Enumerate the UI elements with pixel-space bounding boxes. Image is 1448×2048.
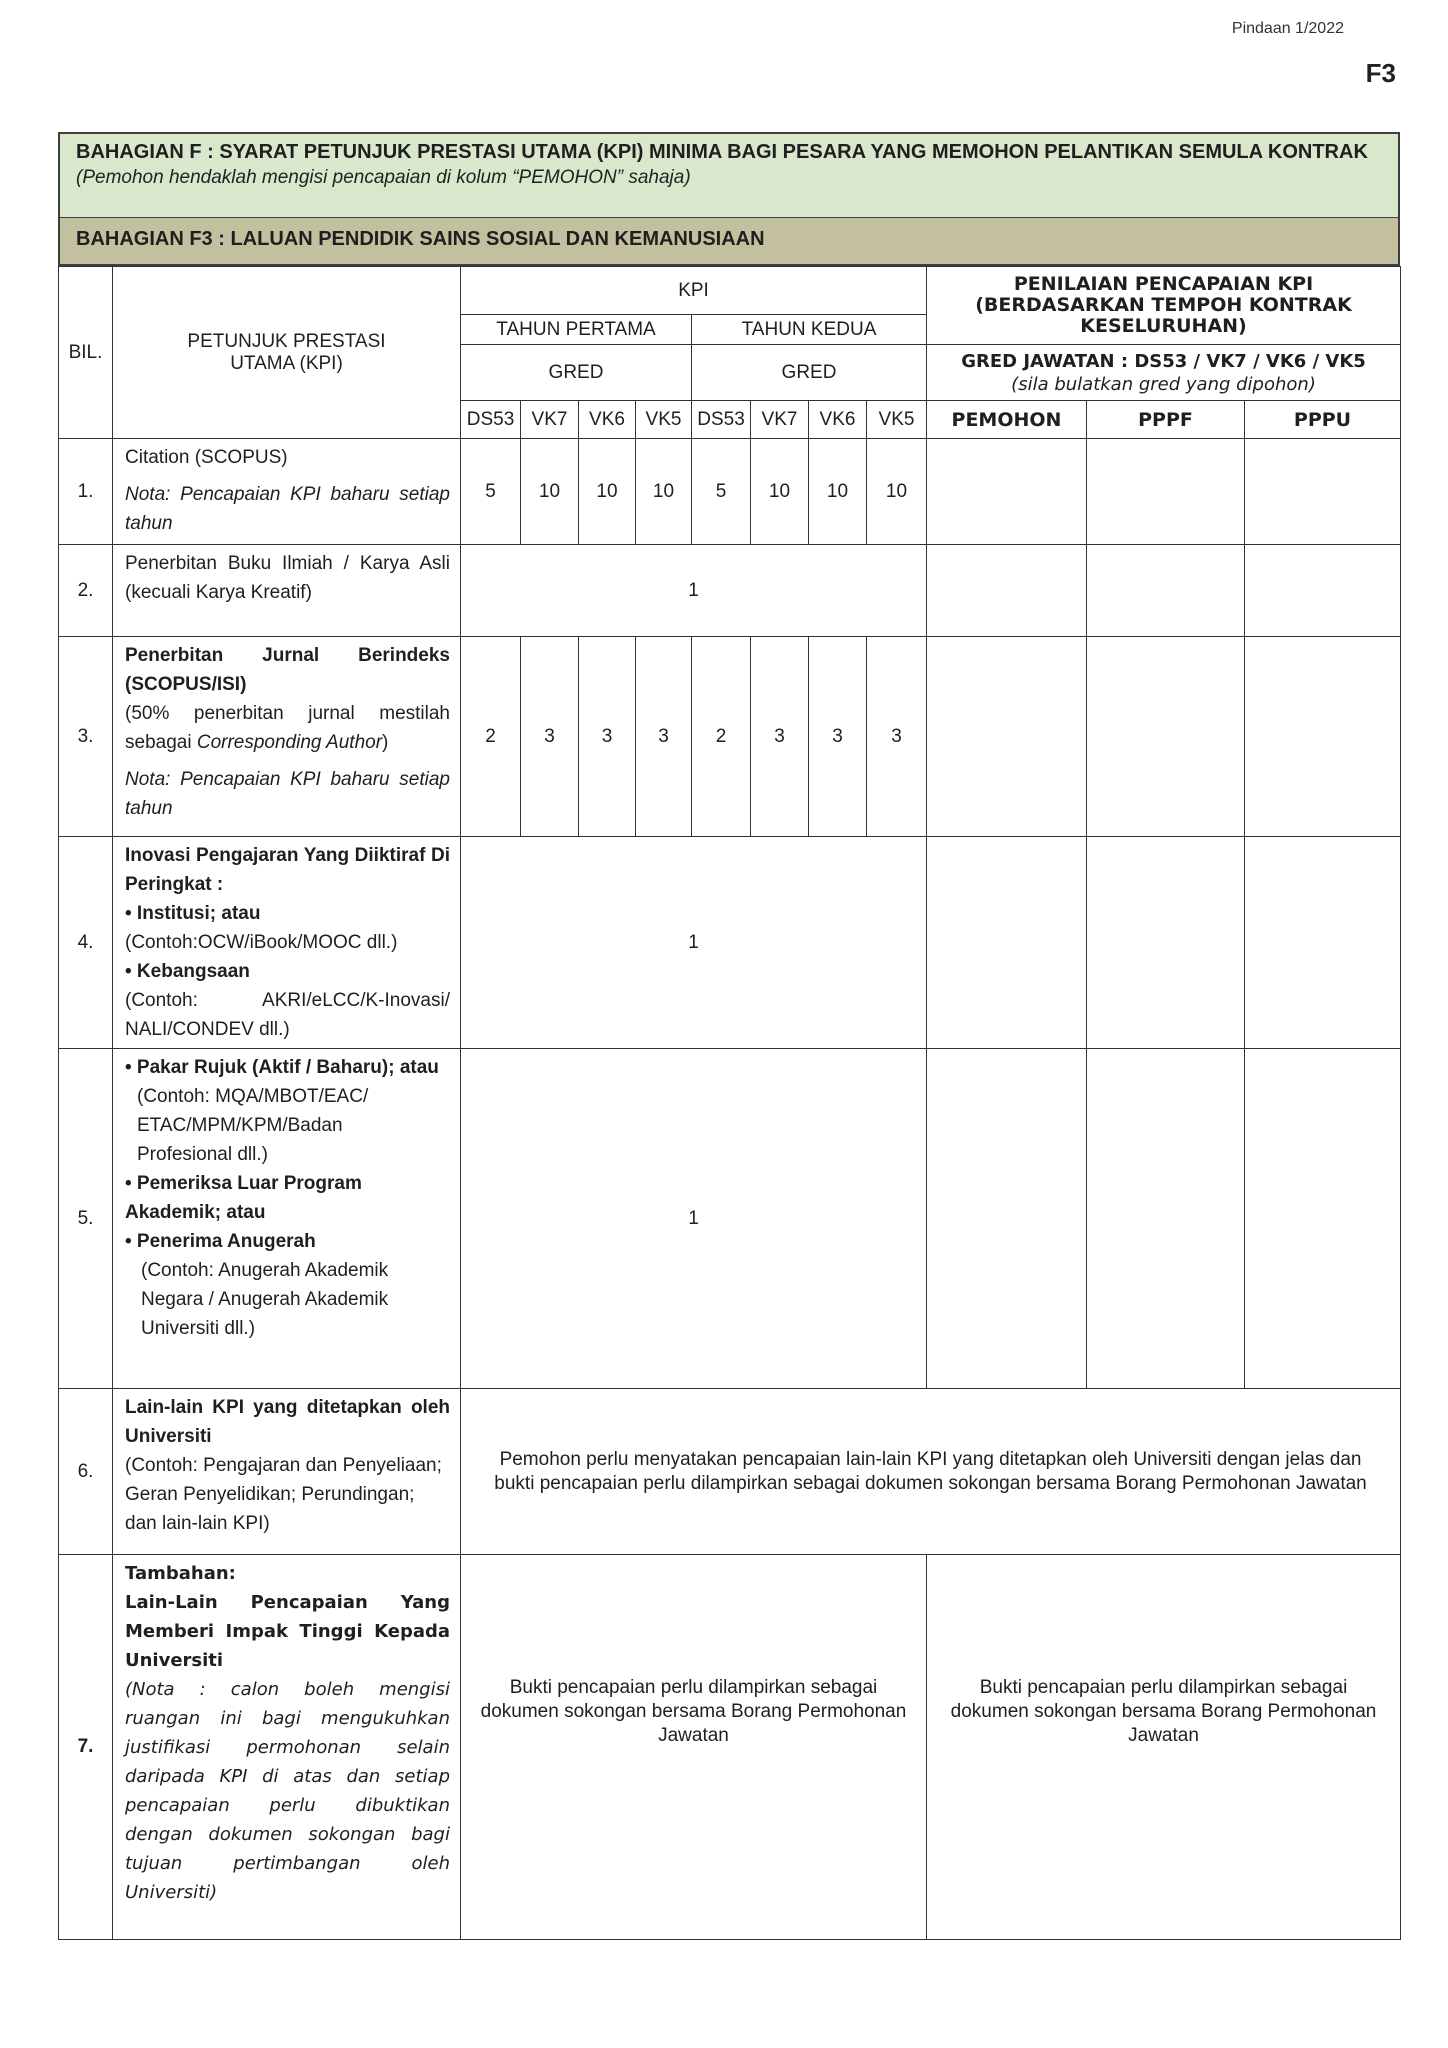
grade-header: VK6	[809, 401, 867, 439]
kpi-value: 10	[809, 439, 867, 545]
kpi-value: 3	[636, 637, 692, 837]
grade-header: VK7	[751, 401, 809, 439]
header-year2: TAHUN KEDUA	[692, 315, 927, 345]
table-row	[59, 439, 1401, 545]
pppu-input[interactable]	[1245, 545, 1401, 637]
kpi-value: 10	[751, 439, 809, 545]
kpi-description	[113, 837, 461, 1049]
kpi-value: 10	[636, 439, 692, 545]
header-pppf: PPPF	[1087, 401, 1245, 439]
header-year1: TAHUN PERTAMA	[461, 315, 692, 345]
header-bil: BIL.	[59, 267, 113, 439]
kpi-value: 3	[867, 637, 927, 837]
grade-header: VK6	[579, 401, 636, 439]
row-number: 7.	[59, 1555, 113, 1940]
section-header	[58, 132, 1400, 218]
section-title: BAHAGIAN F : SYARAT PETUNJUK PRESTASI UTAMA (KPI) MINIMA BAGI PESARA YANG MEMOHON PELANTIKAN SEMULA KONTRAK	[76, 141, 1368, 163]
kpi-value: 5	[461, 439, 521, 545]
pppf-input[interactable]	[1087, 1049, 1245, 1389]
kpi-bullet: • Pemeriksa Luar Program Akademik; atau	[125, 1173, 362, 1223]
kpi-bullet: • Penerima Anugerah	[125, 1231, 316, 1252]
kpi-detail-text: (50% penerbitan jurnal mestilah sebagai	[125, 703, 450, 753]
grade-header: DS53	[692, 401, 751, 439]
kpi-value: 2	[692, 637, 751, 837]
kpi-title: Lain-lain KPI yang ditetapkan oleh Universiti	[125, 1397, 450, 1447]
kpi-title: Penerbitan Jurnal Berindeks (SCOPUS/ISI)	[125, 645, 450, 695]
grade-header: DS53	[461, 401, 521, 439]
kpi-note: Nota: Pencapaian KPI baharu setiap tahun	[125, 769, 450, 819]
kpi-value: 1	[461, 837, 927, 1049]
header-gred-jawatan	[927, 345, 1401, 401]
header-pppu: PPPU	[1245, 401, 1401, 439]
header-kpi-name	[113, 267, 461, 439]
kpi-value: 1	[461, 1049, 927, 1389]
subsection-title: BAHAGIAN F3 : LALUAN PENDIDIK SAINS SOSIAL DAN KEMANUSIAAN	[58, 218, 1400, 266]
kpi-form	[58, 132, 1400, 1940]
header-assessment-line2: (BERDASARKAN TEMPOH KONTRAK	[975, 294, 1352, 316]
header-assessment	[927, 267, 1401, 345]
kpi-value: 10	[867, 439, 927, 545]
kpi-requirement-note: Pemohon perlu menyatakan pencapaian lain-lain KPI yang ditetapkan oleh Universiti dengan jelas dan bukti pencapaian perlu dilampirkan sebagai dokumen sokongan bersama Borang Permohonan Jawatan	[461, 1389, 1401, 1555]
kpi-title: Lain-Lain Pencapaian Yang Memberi Impak Tinggi Kepada Universiti	[125, 1592, 450, 1671]
pppf-input[interactable]	[1087, 545, 1245, 637]
table-row	[59, 1555, 1401, 1940]
pemohon-input[interactable]	[927, 439, 1087, 545]
header-kpi-line1: PETUNJUK PRESTASI	[187, 330, 386, 352]
kpi-description	[113, 1389, 461, 1555]
header-assessment-line1: PENILAIAN PENCAPAIAN KPI	[1013, 273, 1314, 295]
kpi-example: (Contoh: Anugerah Akademik Negara / Anugerah Akademik Universiti dll.)	[141, 1260, 389, 1339]
grade-header: VK5	[867, 401, 927, 439]
pemohon-input[interactable]	[927, 637, 1087, 837]
section-instruction: (Pemohon hendaklah mengisi pencapaian di kolum “PEMOHON” sahaja)	[76, 167, 691, 188]
table-row	[59, 545, 1401, 637]
kpi-description	[113, 439, 461, 545]
kpi-bullet: • Kebangsaan	[125, 961, 250, 982]
pppu-input[interactable]	[1245, 837, 1401, 1049]
grade-header: VK5	[636, 401, 692, 439]
table-row	[59, 637, 1401, 837]
gred-jawatan-note: (sila bulatkan gred yang dipohon)	[1011, 373, 1316, 395]
kpi-title: Inovasi Pengajaran Yang Diiktiraf Di Peringkat :	[125, 845, 450, 895]
kpi-example: (Contoh:OCW/iBook/MOOC dll.)	[125, 932, 398, 953]
pemohon-input[interactable]	[927, 837, 1087, 1049]
kpi-bullet: • Institusi; atau	[125, 903, 261, 924]
kpi-detail	[125, 699, 450, 757]
pppu-input[interactable]	[1245, 1049, 1401, 1389]
row-number: 1.	[59, 439, 113, 545]
header-assessment-line3: KESELURUHAN)	[1080, 315, 1247, 337]
kpi-description	[113, 1049, 461, 1389]
kpi-bullet: • Pakar Rujuk (Aktif / Baharu); atau	[125, 1057, 439, 1078]
kpi-description	[113, 637, 461, 837]
pppu-input[interactable]	[1245, 439, 1401, 545]
header-pemohon: PEMOHON	[927, 401, 1087, 439]
kpi-value: 5	[692, 439, 751, 545]
kpi-value: 10	[521, 439, 579, 545]
pppf-input[interactable]	[1087, 837, 1245, 1049]
kpi-note: (Nota : calon boleh mengisi ruangan ini bagi mengukuhkan justifikasi permohonan selain daripada KPI di atas dan setiap pencapaian perlu dibuktikan dengan dokumen sokongan bagi tujuan pertimbangan oleh Universiti)	[125, 1679, 450, 1903]
header-kpi: KPI	[461, 267, 927, 315]
header-gred-year2: GRED	[692, 345, 927, 401]
kpi-label: Tambahan:	[125, 1563, 236, 1584]
evidence-note-assessment: Bukti pencapaian perlu dilampirkan sebagai dokumen sokongan bersama Borang Permohonan Jawatan	[927, 1555, 1401, 1940]
kpi-detail-italic: Corresponding Author	[196, 732, 383, 753]
gred-jawatan-label: GRED JAWATAN : DS53 / VK7 / VK6 / VK5	[961, 350, 1366, 372]
kpi-title: Penerbitan Buku Ilmiah / Karya Asli (kecuali Karya Kreatif)	[113, 545, 461, 637]
amendment-label: Pindaan 1/2022	[1231, 20, 1344, 37]
row-number: 5.	[59, 1049, 113, 1389]
pppf-input[interactable]	[1087, 637, 1245, 837]
row-number: 3.	[59, 637, 113, 837]
form-code: F3	[1365, 58, 1396, 88]
kpi-note: Nota: Pencapaian KPI baharu setiap tahun	[125, 484, 450, 534]
kpi-value: 3	[521, 637, 579, 837]
kpi-value: 3	[751, 637, 809, 837]
table-row	[59, 1049, 1401, 1389]
grade-header: VK7	[521, 401, 579, 439]
evidence-note-applicant: Bukti pencapaian perlu dilampirkan sebagai dokumen sokongan bersama Borang Permohonan Jawatan	[461, 1555, 927, 1940]
row-number: 4.	[59, 837, 113, 1049]
kpi-value: 3	[809, 637, 867, 837]
table-row	[59, 837, 1401, 1049]
header-gred-year1: GRED	[461, 345, 692, 401]
kpi-description	[113, 1555, 461, 1940]
kpi-title: Citation (SCOPUS)	[125, 447, 288, 468]
kpi-example: (Contoh: MQA/MBOT/EAC/ ETAC/MPM/KPM/Badan Profesional dll.)	[137, 1086, 369, 1165]
pppf-input[interactable]	[1087, 439, 1245, 545]
pppu-input[interactable]	[1245, 637, 1401, 837]
kpi-value: 2	[461, 637, 521, 837]
header-kpi-line2: UTAMA (KPI)	[230, 352, 343, 374]
kpi-table	[58, 266, 1401, 1940]
pemohon-input[interactable]	[927, 545, 1087, 637]
row-number: 2.	[59, 545, 113, 637]
kpi-value: 1	[461, 545, 927, 637]
row-number: 6.	[59, 1389, 113, 1555]
pemohon-input[interactable]	[927, 1049, 1087, 1389]
kpi-example: (Contoh: AKRI/eLCC/K-Inovasi/ NALI/CONDEV dll.)	[125, 990, 450, 1040]
kpi-value: 10	[579, 439, 636, 545]
kpi-detail-suffix: )	[382, 732, 389, 753]
table-row	[59, 1389, 1401, 1555]
kpi-value: 3	[579, 637, 636, 837]
kpi-example: (Contoh: Pengajaran dan Penyeliaan; Geran Penyelidikan; Perundingan; dan lain-lain KPI)	[125, 1455, 442, 1534]
